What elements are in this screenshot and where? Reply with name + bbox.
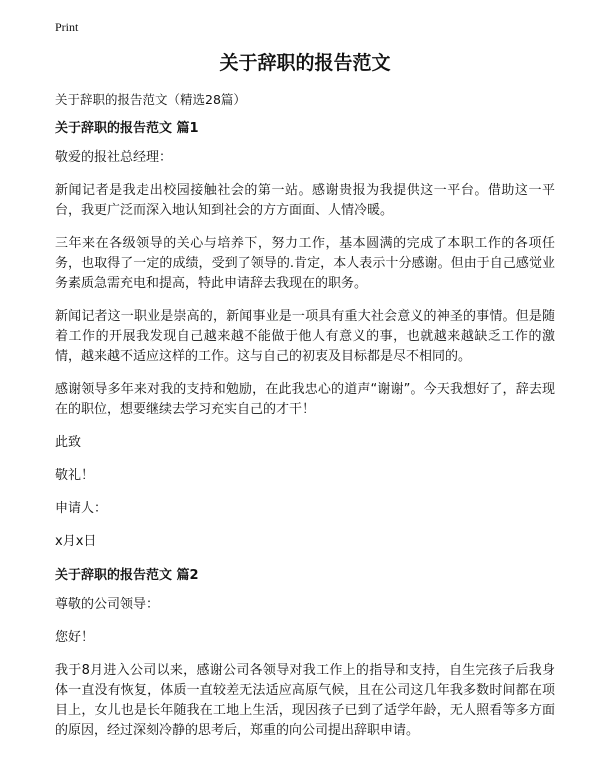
paragraph: 感谢领导多年来对我的支持和勉励，在此我忠心的道声“谢谢”。今天我想好了，辞去现在的职位，想要继续去学习充实自己的才干！ [55,382,555,417]
salutation: 尊敬的公司领导： [55,597,160,612]
closing-line: 此致 [55,435,82,450]
print-link[interactable]: Print [55,20,79,34]
page-title: 关于辞职的报告范文 [219,52,391,74]
paragraph: 三年来在各级领导的关心与培养下，努力工作，基本圆满的完成了本职工作的各项任务，也取得了一定的成绩，受到了领导的.肯定，本人表示十分感谢。但由于自己感觉业务素质急需充电和提高，特此申请辞去我现在的职务。 [55,236,555,291]
section-2 [55,565,555,741]
document-content [55,48,555,754]
section-1 [55,118,555,552]
paragraph: 新闻记者是我走出校园接触社会的第一站。感谢贵报为我提供这一平台。借助这一平台，我更广泛而深入地认知到社会的方方面面、人情冷暖。 [55,183,555,218]
paragraph: 新闻记者这一职业是崇高的，新闻事业是一项具有重大社会意义的神圣的事情。但是随着工作的开展我发现自己越来越不能做于他人有意义的事，也就越来越缺乏工作的激情，越来越不适应这样的工作。这与自己的初衷及目标都是尽不相同的。 [55,309,555,364]
greeting: 您好！ [55,630,95,645]
signature-line: 申请人： [55,501,108,516]
salutation: 敬爱的报社总经理： [55,150,173,165]
section-heading: 关于辞职的报告范文 篇1 [55,121,199,136]
document-subtitle: 关于辞职的报告范文（精选28篇） [55,92,246,107]
date-line: x月x日 [55,534,97,549]
closing-line: 敬礼！ [55,468,95,483]
paragraph: 我于8月进入公司以来，感谢公司各领导对我工作上的指导和支持，自生完孩子后我身体一直没有恢复，体质一直较差无法适应高原气候，且在公司这几年我多数时间都在项目上，女儿也是长年随我在工地上生活，现因孩子已到了适学年龄，无人照看等多方面的原因，经过深刻冷静的思考后，郑重的向公司提出辞职申请。 [55,663,555,738]
section-heading: 关于辞职的报告范文 篇2 [55,568,199,583]
